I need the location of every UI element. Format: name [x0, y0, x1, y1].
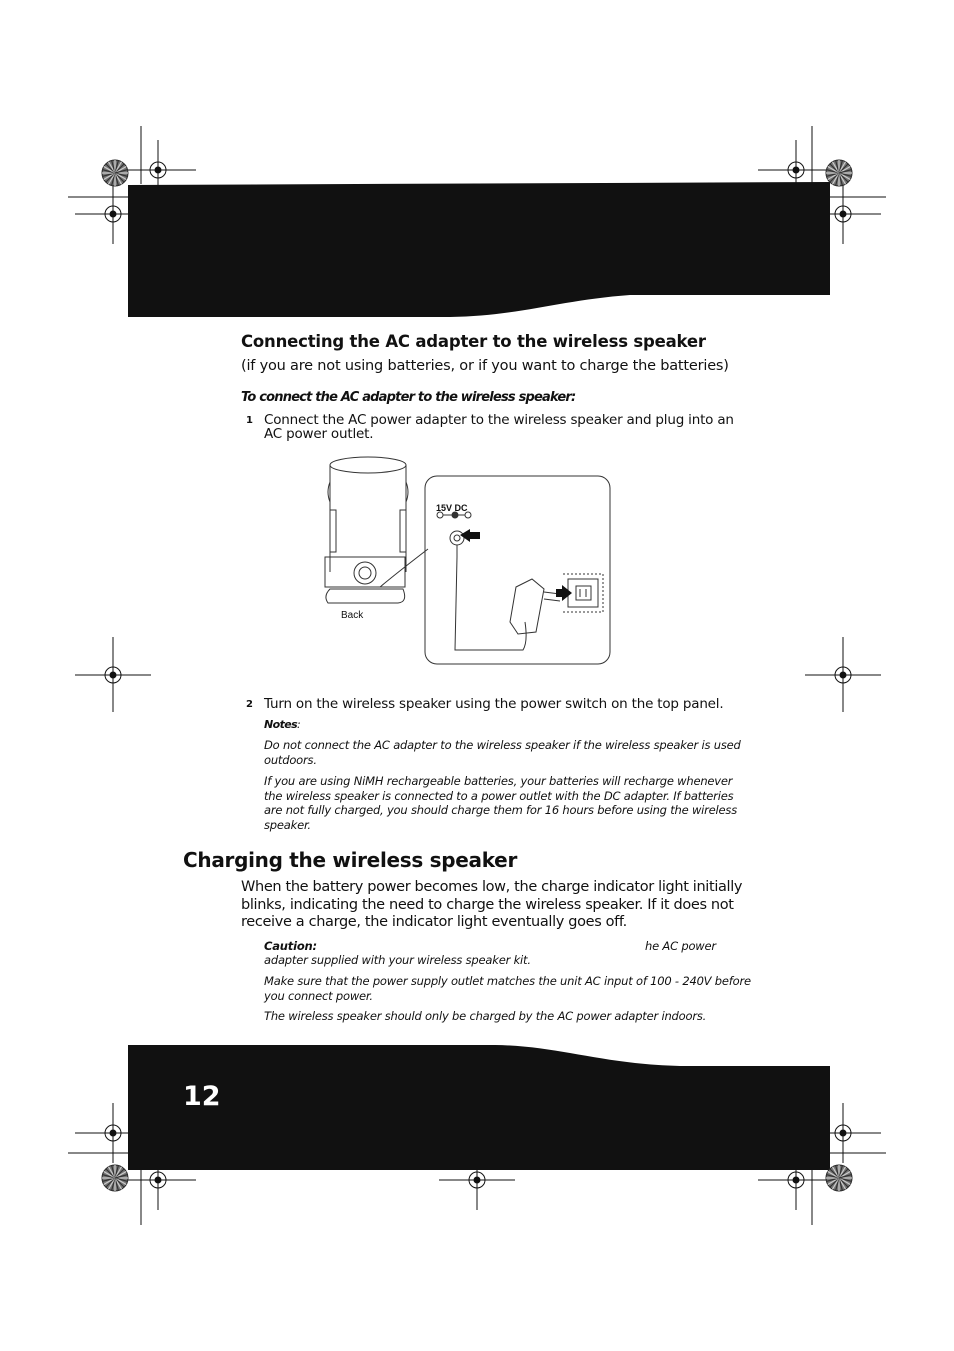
step-text: Connect the AC power adapter to the wireless speaker and plug into an AC power outlet. — [264, 412, 734, 442]
caution-item: Make sure that the power supply outlet matches the unit AC input of 100 - 240V before you connect power. — [264, 974, 751, 1003]
caution-tail: he AC power — [645, 939, 716, 953]
ac-adapter-illustration — [318, 452, 618, 672]
step-text: Turn on the wireless speaker using the power switch on the top panel. — [264, 696, 724, 712]
caution-line: adapter supplied with your wireless speaker kit. — [264, 953, 531, 967]
note-item: If you are using NiMH rechargeable batteries, your batteries will recharge whenever the wireless speaker is connected to a power outlet with the DC adapter. If batteries are not fully charged, you should charge them for 16 hours before using the wireless speaker. — [264, 774, 738, 832]
page-number: 12 — [183, 1081, 221, 1112]
step-number: 1 — [246, 415, 253, 426]
step-number: 2 — [246, 699, 253, 710]
charging-body: When the battery power becomes low, the charge indicator light initially blinks, indicating the need to charge the wireless speaker. If it does not receive a charge, the indicator light eventually goes off. — [241, 879, 743, 930]
section-heading: Connecting the AC adapter to the wireless speaker — [241, 332, 706, 351]
section-subtitle: (if you are not using batteries, or if you want to charge the batteries) — [241, 358, 729, 374]
caution-item: The wireless speaker should only be charged by the AC power adapter indoors. — [264, 1009, 707, 1023]
charging-heading: Charging the wireless speaker — [183, 848, 518, 872]
procedure-title: To connect the AC adapter to the wireless speaker: — [241, 390, 576, 405]
note-item: Do not connect the AC adapter to the wireless speaker if the wireless speaker is used outdoors. — [264, 738, 741, 767]
caution-label: Caution: — [264, 939, 317, 953]
notes-label: Notes: — [264, 718, 301, 731]
back-label: Back — [341, 610, 364, 621]
dc-jack-label: 15V DC — [436, 503, 468, 513]
